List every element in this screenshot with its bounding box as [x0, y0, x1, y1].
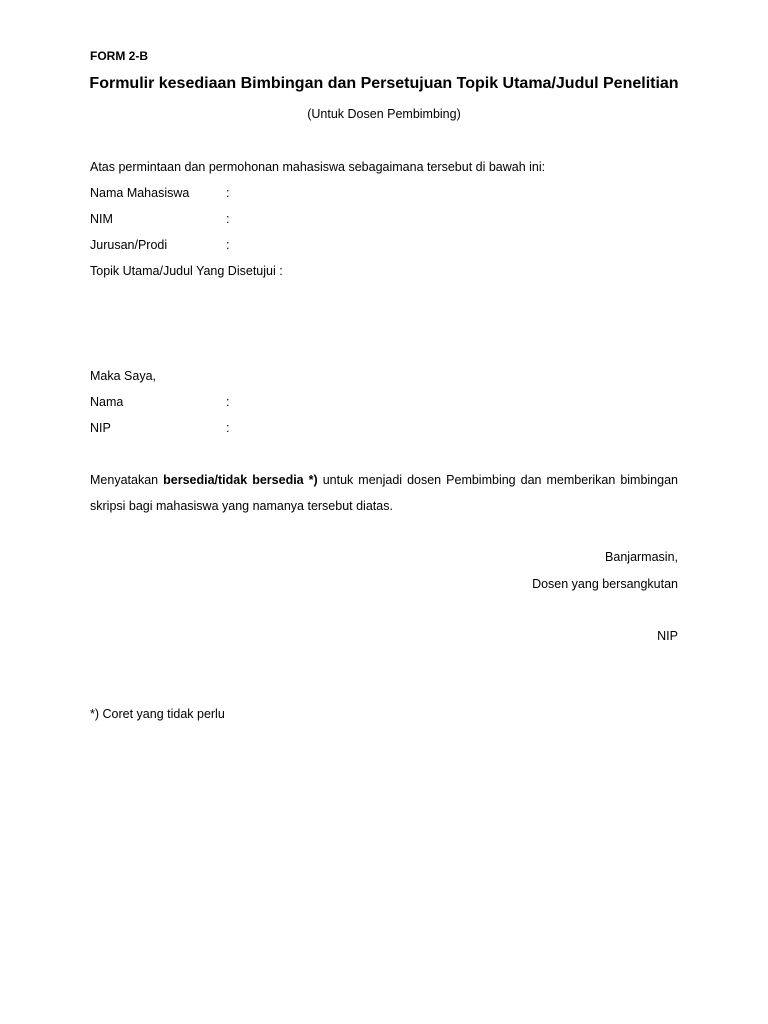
signature-nip: NIP [657, 629, 678, 643]
document-subtitle: (Untuk Dosen Pembimbing) [307, 107, 461, 121]
form-code: FORM 2-B [90, 49, 148, 63]
statement-suffix: untuk menjadi dosen Pembimbing dan memberikan bimbingan skripsi bagi mahasiswa yang namanya tersebut diatas. [90, 473, 678, 513]
statement-paragraph [90, 467, 678, 519]
lecturer-nip-colon: : [226, 421, 230, 435]
signature-role: Dosen yang bersangkutan [532, 577, 678, 591]
nim-label: NIM [90, 212, 113, 226]
student-name-label: Nama Mahasiswa [90, 186, 190, 200]
maka-saya-text: Maka Saya, [90, 369, 157, 383]
intro-text: Atas permintaan dan permohonan mahasiswa sebagaimana tersebut di bawah ini: [90, 160, 546, 174]
nim-colon: : [226, 212, 230, 226]
footnote: *) Coret yang tidak perlu [90, 707, 225, 721]
program-label: Jurusan/Prodi [90, 238, 168, 252]
program-colon: : [226, 238, 230, 252]
lecturer-nip-label: NIP [90, 421, 111, 435]
student-name-colon: : [226, 186, 230, 200]
signature-place: Banjarmasin, [605, 550, 678, 564]
lecturer-name-label: Nama [90, 395, 124, 409]
lecturer-name-colon: : [226, 395, 230, 409]
statement-prefix: Menyatakan [90, 473, 164, 487]
document-title: Formulir kesediaan Bimbingan dan Persetujuan Topik Utama/Judul Penelitian [89, 75, 679, 92]
topic-label: Topik Utama/Judul Yang Disetujui : [90, 264, 283, 278]
statement-choice: bersedia/tidak bersedia *) [163, 473, 318, 487]
